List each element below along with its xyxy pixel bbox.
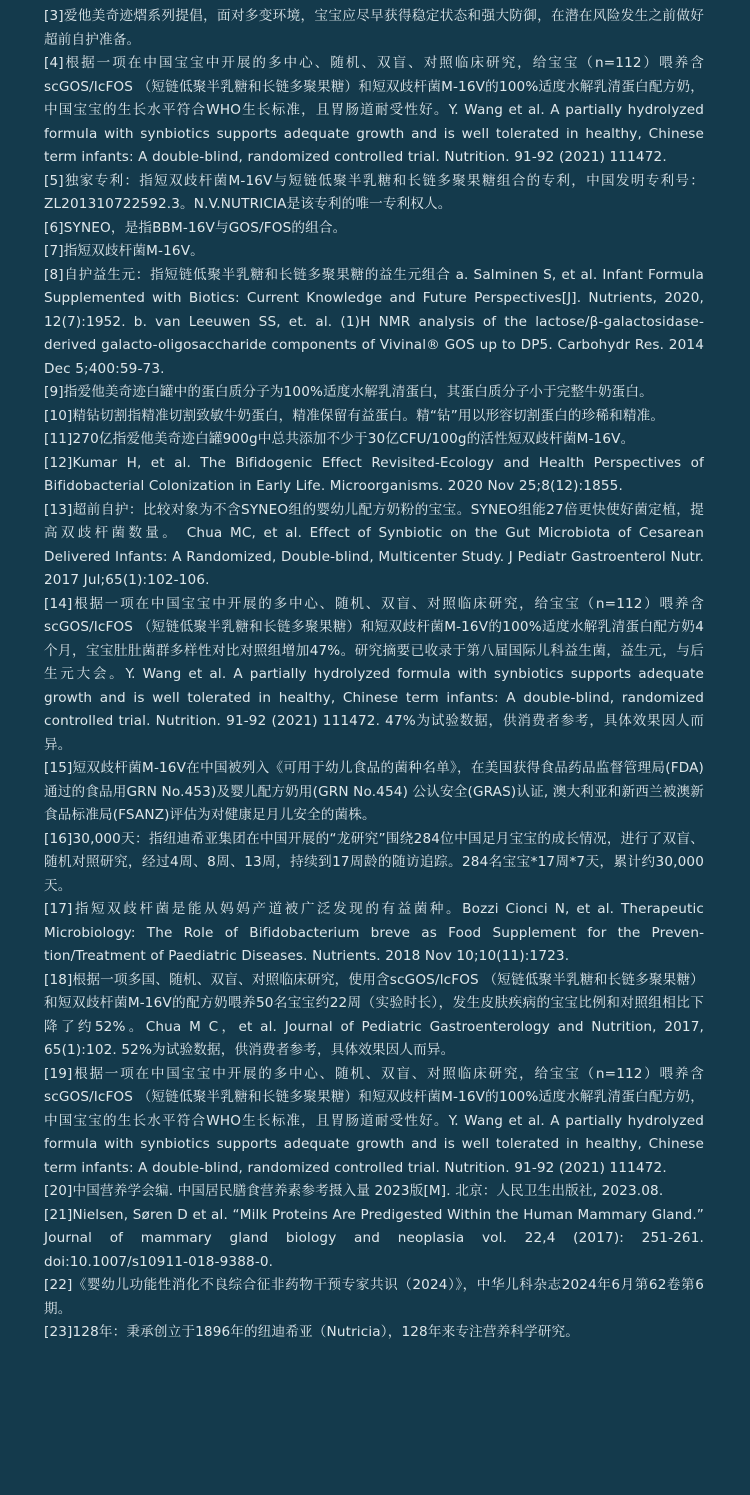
reference-23: [23]128年：秉承创立于1896年的纽迪希亚（Nutricia），128年来专注营养科学研究。 xyxy=(44,1324,580,1340)
reference-5: [5]独家专利：指短双歧杆菌M-16V与短链低聚半乳糖和长链多聚果糖组合的专利，中国发明专利号：ZL201310722592.3。N.V.NUTRICIA是该专利的唯一专利权人。 xyxy=(44,172,704,212)
reference-14: [14]根据一项在中国宝宝中开展的多中心、随机、双盲、对照临床研究，给宝宝（n=112）喂养含scGOS/lcFOS （短链低聚半乳糖和长链多聚果糖）和短双歧杆菌M-16V的100%适度水解乳清蛋白配方奶4个月，宝宝肚肚菌群多样性对比对照组增加47%。研究摘要已收录于第八届国际儿科益生菌，益生元，与后生元大会。Y. Wang et al. A partially hydrolyzed formula with synbiotics supports adequate growth and is well tolerated in healthy, Chinese term infants: A double-blind, randomized controlled trial. Nutrition. 91-92 (2021) 111472. 47%为试验数据，供消费者参考，具体效果因人而异。 xyxy=(44,595,704,753)
reference-18: [18]根据一项多国、随机、双盲、对照临床研究，使用含scGOS/lcFOS （短链低聚半乳糖和长链多聚果糖）和短双歧杆菌M-16V的配方奶喂养50名宝宝约22周（实验时长），发生皮肤疾病的宝宝比例和对照组相比下降了约52%。Chua M C，et al. Journal of Pediatric Gastroenterology and Nutrition, 2017, 65(1):102. 52%为试验数据，供消费者参考，具体效果因人而异。 xyxy=(44,971,704,1058)
reference-10: [10]精钻切割指精准切割致敏牛奶蛋白，精准保留有益蛋白。精“钻”用以形容切割蛋白的珍稀和精准。 xyxy=(44,407,665,424)
reference-list xyxy=(44,5,704,1345)
reference-3: [3]爱他美奇迹熠系列提倡，面对多变环境，宝宝应尽早获得稳定状态和强大防御，在潜在风险发生之前做好超前自护准备。 xyxy=(44,8,704,48)
reference-9: [9]指爱他美奇迹白罐中的蛋白质分子为100%适度水解乳清蛋白，其蛋白质分子小于完整牛奶蛋白。 xyxy=(44,384,653,400)
reference-15: [15]短双歧杆菌M-16V在中国被列入《可用于幼儿食品的菌种名单》，在美国获得食品药品监督管理局(FDA)通过的食品用GRN No.453)及婴儿配方奶用(GRN No.454) 公认安全(GRAS)认证, 澳大利亚和新西兰被澳新食品标准局(FSANZ)评估为对健康足月儿安全的菌株。 xyxy=(44,760,704,823)
reference-7: [7]指短双歧杆菌M-16V。 xyxy=(44,243,204,259)
reference-12: [12]Kumar H, et al. The Bifidogenic Effect Revisited-Ecology and Health Perspectives of Bifidobacterial Colonization in Early Life. Microorganisms. 2020 Nov 25;8(12):1855. xyxy=(44,454,704,494)
reference-17: [17]指短双歧杆菌是能从妈妈产道被广泛发现的有益菌种。Bozzi Cionci N, et al. Therapeutic Microbiology: The Role of Bifidobacterium breve as Food Supplement for the Prevention/Treatment of Paediatric Diseases. Nutrients. 2018 Nov 10;10(11):1723. xyxy=(44,901,704,964)
reference-13: [13]超前自护：比较对象为不含SYNEO组的婴幼儿配方奶粉的宝宝。SYNEO组能27倍更快使好菌定植，提高双歧杆菌数量。 Chua MC, et al. Effect of Synbiotic on the Gut Microbiota of Cesarean Delivered Infants: A Randomized, Double-blind, Multicenter Study. J Pediatr Gastroenterol Nutr. 2017 Jul;65(1):102-106. xyxy=(44,501,704,588)
reference-22: [22]《婴幼儿功能性消化不良综合征非药物干预专家共识（2024）》，中华儿科杂志2024年6月第62卷第6期。 xyxy=(44,1277,704,1317)
reference-8: [8]自护益生元：指短链低聚半乳糖和长链多聚果糖的益生元组合 a. Salminen S, et al. Infant Formula Supplemented with Biotics: Current Knowledge and Future Perspectives[J]. Nutrients, 2020, 12(7):1952. b. van Leeuwen SS, et. al. (1)H NMR analysis of the lactose/β-galactosidase-derived galacto-oligosaccharide components of Vivinal® GOS up to DP5. Carbohydr Res. 2014 Dec 5;400:59-73. xyxy=(44,266,704,377)
reference-21: [21]Nielsen, Søren D et al. “Milk Proteins Are Predigested Within the Human Mammary Gland.” Journal of mammary gland biology and neoplasia vol. 22,4 (2017): 251-261. doi:10.1007/s10911-018-9388-0. xyxy=(44,1206,704,1270)
reference-4: [4]根据一项在中国宝宝中开展的多中心、随机、双盲、对照临床研究，给宝宝（n=112）喂养含scGOS/lcFOS （短链低聚半乳糖和长链多聚果糖）和短双歧杆菌M-16V的100%适度水解乳清蛋白配方奶，中国宝宝的生长水平符合WHO生长标准，且胃肠道耐受性好。Y. Wang et al. A partially hydrolyzed formula with synbiotics supports adequate growth and is well tolerated in healthy, Chinese term infants: A double-blind, randomized controlled trial. Nutrition. 91-92 (2021) 111472. xyxy=(44,55,704,165)
reference-11: [11]270亿指爱他美奇迹白罐900g中总共添加不少于30亿CFU/100g的活性短双歧杆菌M-16V。 xyxy=(44,431,635,447)
reference-20: [20]中国营养学会编. 中国居民膳食营养素参考摄入量 2023版[M]. 北京：人民卫生出版社, 2023.08. xyxy=(44,1183,664,1199)
reference-19: [19]根据一项在中国宝宝中开展的多中心、随机、双盲、对照临床研究，给宝宝（n=112）喂养含scGOS/lcFOS （短链低聚半乳糖和长链多聚果糖）和短双歧杆菌M-16V的100%适度水解乳清蛋白配方奶，中国宝宝的生长水平符合WHO生长标准，且胃肠道耐受性好。Y. Wang et al. A partially hydrolyzed formula with synbiotics supports adequate growth and is well tolerated in healthy, Chinese term infants: A double-blind, randomized controlled trial. Nutrition. 91-92 (2021) 111472. xyxy=(44,1065,704,1176)
reference-16: [16]30,000天：指纽迪希亚集团在中国开展的“龙研究”围绕284位中国足月宝宝的成长情况，进行了双盲、随机对照研究，经过4周、8周、13周，持续到17周龄的随访追踪。284名宝宝*17周*7天，累计约30,000天。 xyxy=(44,830,704,894)
reference-6: [6]SYNEO，是指BBM-16V与GOS/FOS的组合。 xyxy=(44,219,347,236)
